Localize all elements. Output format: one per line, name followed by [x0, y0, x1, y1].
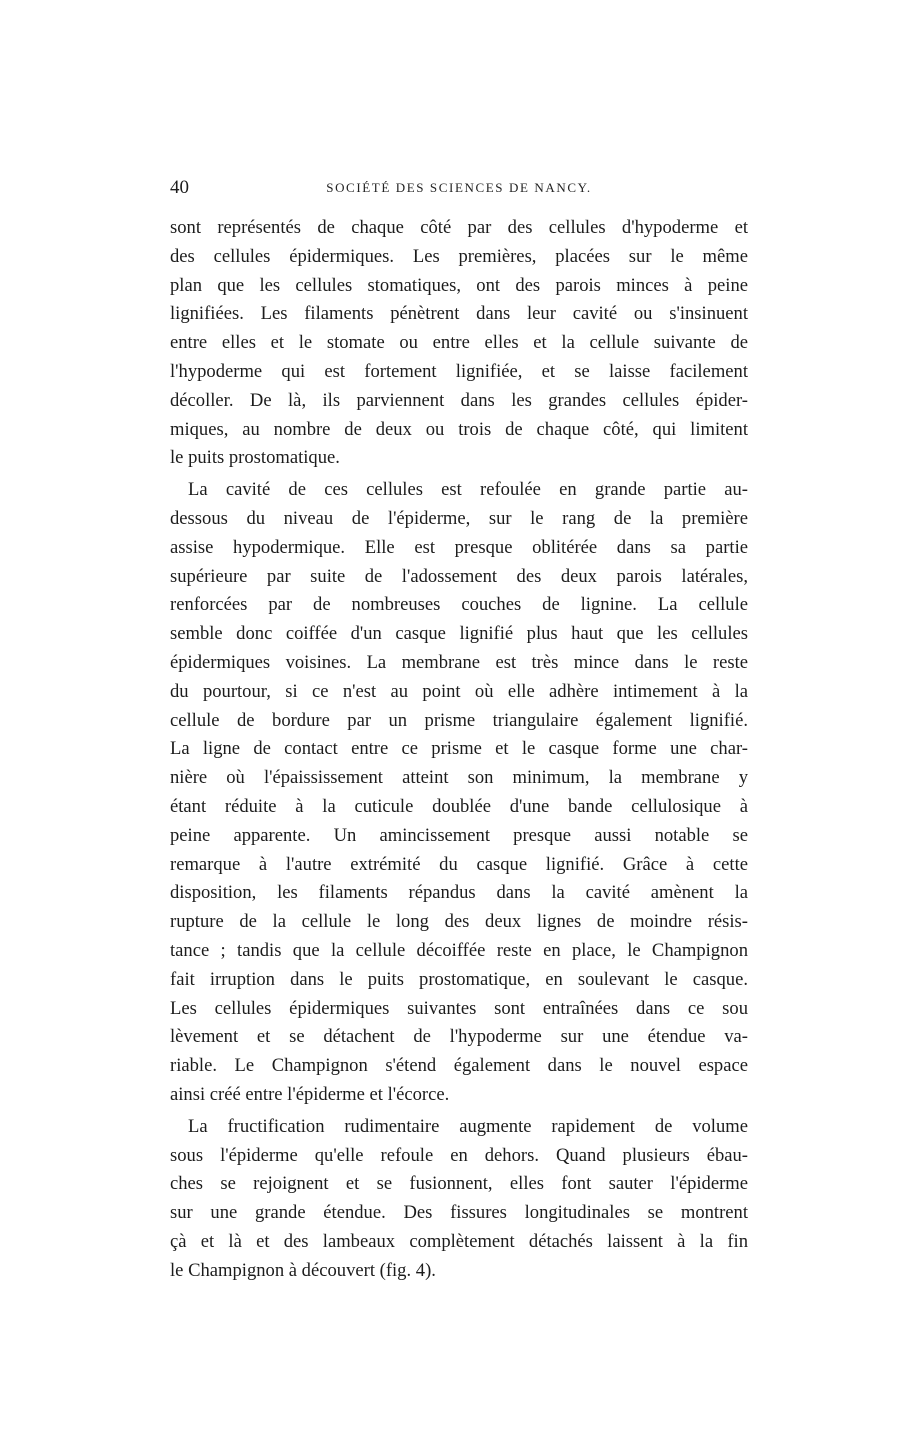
text-line: disposition, les filaments répandus dans la cavité amènent la	[170, 882, 748, 904]
paragraph-1	[170, 214, 748, 473]
text-line: Les cellules épidermiques suivantes sont entraînées dans ce sou	[170, 997, 748, 1019]
running-head: SOCIÉTÉ DES SCIENCES DE NANCY.	[326, 180, 592, 195]
text-line: entre elles et le stomate ou entre elles et la cellule suivante de	[170, 332, 748, 354]
text-line: tance ; tandis que la cellule décoiffée reste en place, le Champignon	[170, 939, 748, 961]
text-line: étant réduite à la cuticule doublée d'une bande cellulosique à	[170, 795, 748, 817]
text-line: le Champignon à découvert (fig. 4).	[170, 1259, 436, 1281]
text-line: nière où l'épaississement atteint son minimum, la membrane y	[170, 767, 748, 789]
page-header	[170, 176, 748, 202]
text-line: sous l'épiderme qu'elle refoule en dehors. Quand plusieurs ébau-	[170, 1144, 748, 1166]
paragraph-2	[170, 476, 748, 1110]
text-line: des cellules épidermiques. Les premières, placées sur le même	[170, 245, 748, 267]
text-line: le puits prostomatique.	[170, 447, 340, 469]
text-line: dessous du niveau de l'épiderme, sur le rang de la première	[170, 507, 748, 529]
text-line: du pourtour, si ce n'est au point où elle adhère intimement à la	[170, 680, 748, 702]
text-line: sont représentés de chaque côté par des cellules d'hypoderme et	[170, 217, 748, 238]
text-line: La ligne de contact entre ce prisme et le casque forme une char-	[170, 738, 748, 760]
paragraph-3	[170, 1113, 748, 1286]
text-line: fait irruption dans le puits prostomatique, en soulevant le casque.	[170, 968, 748, 990]
text-line: riable. Le Champignon s'étend également dans le nouvel espace	[170, 1055, 748, 1077]
text-line: supérieure par suite de l'adossement des deux parois latérales,	[170, 565, 748, 587]
text-line: remarque à l'autre extrémité du casque lignifié. Grâce à cette	[170, 853, 748, 875]
text-line: renforcées par de nombreuses couches de lignine. La cellule	[170, 594, 748, 616]
text-line: sur une grande étendue. Des fissures longitudinales se montrent	[170, 1202, 748, 1224]
text-line: semble donc coiffée d'un casque lignifié plus haut que les cellules	[170, 623, 748, 645]
text-line: miques, au nombre de deux ou trois de chaque côté, qui limitent	[170, 418, 748, 440]
text-line: ainsi créé entre l'épiderme et l'écorce.	[170, 1083, 450, 1105]
text-line: l'hypoderme qui est fortement lignifiée, et se laisse facilement	[170, 360, 748, 382]
text-line: cellule de bordure par un prisme triangulaire également lignifié.	[170, 709, 748, 731]
text-line: lèvement et se détachent de l'hypoderme sur une étendue va-	[170, 1026, 748, 1048]
text-line: çà et là et des lambeaux complètement détachés laissent à la fin	[170, 1230, 748, 1252]
text-line: lignifiées. Les filaments pénètrent dans leur cavité ou s'insinuent	[170, 303, 748, 325]
body-text	[170, 214, 748, 1285]
text-line: plan que les cellules stomatiques, ont des parois minces à peine	[170, 274, 748, 296]
text-line: ches se rejoignent et se fusionnent, elles font sauter l'épiderme	[170, 1173, 748, 1195]
text-line: décoller. De là, ils parviennent dans les grandes cellules épider-	[170, 389, 748, 411]
page-number: 40	[170, 177, 189, 198]
text-line: La fructification rudimentaire augmente rapidement de volume	[188, 1115, 748, 1137]
text-line: rupture de la cellule le long des deux lignes de moindre résis-	[170, 911, 748, 933]
text-line: assise hypodermique. Elle est presque oblitérée dans sa partie	[170, 536, 748, 558]
text-line: épidermiques voisines. La membrane est très mince dans le reste	[170, 651, 748, 673]
text-line: peine apparente. Un amincissement presque aussi notable se	[170, 824, 748, 846]
text-line: La cavité de ces cellules est refoulée en grande partie au-	[188, 479, 748, 501]
